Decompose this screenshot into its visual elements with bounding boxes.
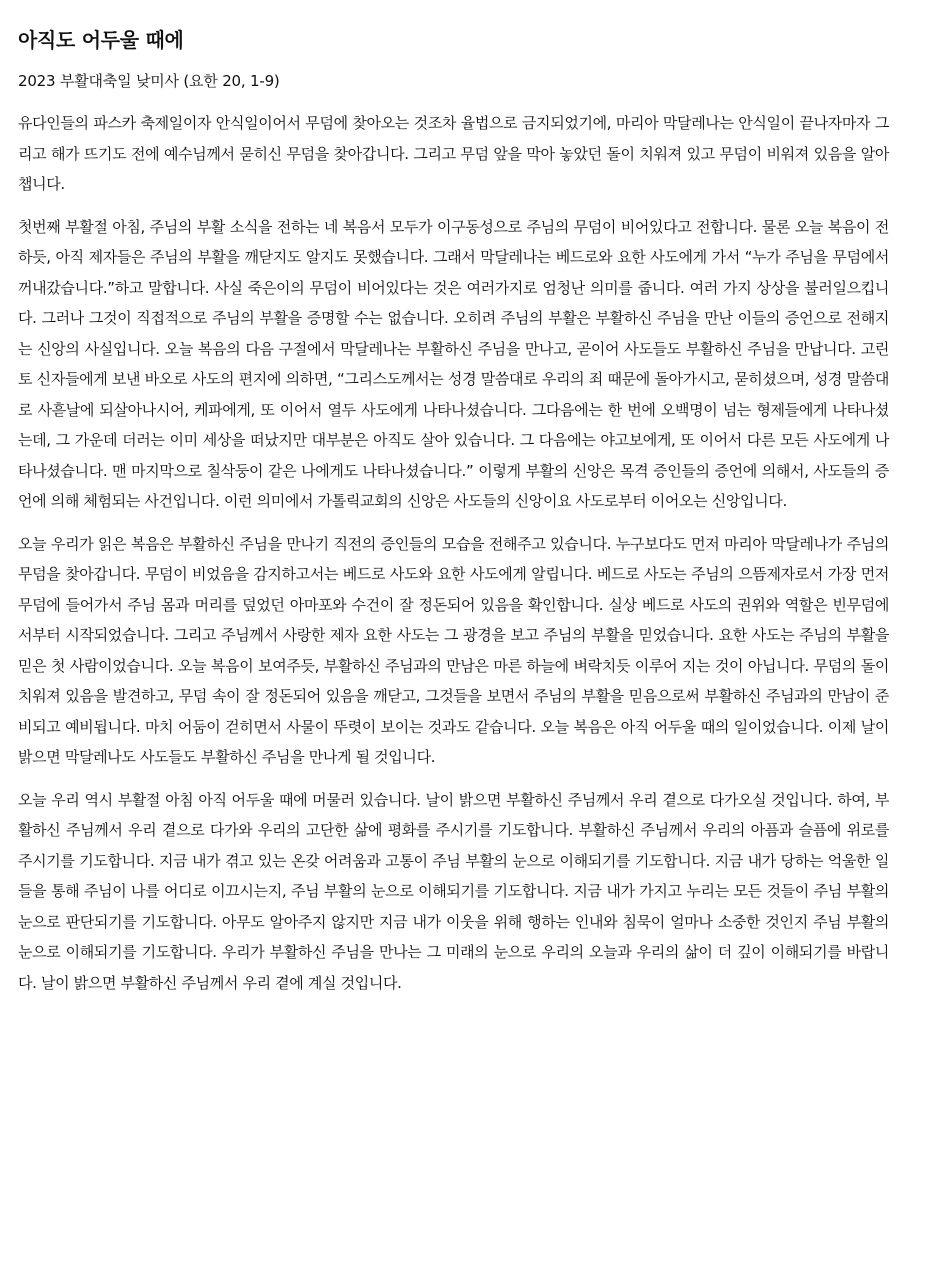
document-subtitle: 2023 부활대축일 낮미사 (요한 20, 1-9) bbox=[18, 72, 280, 90]
paragraph-2: 첫번째 부활절 아침, 주님의 부활 소식을 전하는 네 복음서 모두가 이구동성으로 주님의 무덤이 비어있다고 전합니다. 물론 오늘 복음이 전하듯, 아직 제자들은 주님의 부활을 깨닫지도 알지도 못했습니다. 그래서 막달레나는 베드로와 요한 사도에게 가서 “누가 주님을 무덤에서 꺼내갔습니다.”하고 말합니다. 사실 죽은이의 무덤이 비어있다는 것은 여러가지로 엄청난 의미를 줍니다. 여러 가지 상상을 불러일으킵니다. 그러나 그것이 직접적으로 주님의 부활을 증명할 수는 없습니다. 오히려 주님의 부활은 부활하신 주님을 만난 이들의 증언으로 전해지는 신앙의 사실입니다. 오늘 복음의 다음 구절에서 막달레나는 부활하신 주님을 만나고, 곧이어 사도들도 부활하신 주님을 만납니다. 고린토 신자들에게 보낸 바오로 사도의 편지에 의하면, “그리스도께서는 성경 말씀대로 우리의 죄 때문에 돌아가시고, 묻히셨으며, 성경 말씀대로 사흗날에 되살아나시어, 케파에게, 또 이어서 열두 사도에게 나타나셨습니다. 그다음에는 한 번에 오백명이 넘는 형제들에게 나타나셨는데, 그 가운데 더러는 이미 세상을 떠났지만 대부분은 아직도 살아 있습니다. 그 다음에는 야고보에게, 또 이어서 다른 모든 사도에게 나타나셨습니다. 맨 마지막으로 칠삭둥이 같은 나에게도 나타나셨습니다.” 이렇게 부활의 신앙은 목격 증인들의 증언에 의해서, 사도들의 증언에 의해 체험되는 사건입니다. 이런 의미에서 가톨릭교회의 신앙은 사도들의 신앙이요 사도로부터 이어오는 신앙입니다. bbox=[18, 217, 889, 510]
paragraph-4: 오늘 우리 역시 부활절 아침 아직 어두울 때에 머물러 있습니다. 날이 밝으면 부활하신 주님께서 우리 곁으로 다가오실 것입니다. 하여, 부활하신 주님께서 우리 곁으로 다가와 우리의 고단한 삶에 평화를 주시기를 기도합니다. 부활하신 주님께서 우리의 아픔과 슬픔에 위로를 주시기를 기도합니다. 지금 내가 겪고 있는 온갖 어려움과 고통이 주님 부활의 눈으로 이해되기를 기도합니다. 지금 내가 당하는 억울한 일들을 통해 주님이 나를 어디로 이끄시는지, 주님 부활의 눈으로 이해되기를 기도합니다. 지금 내가 가지고 누리는 모든 것들이 주님 부활의 눈으로 판단되기를 기도합니다. 아무도 알아주지 않지만 지금 내가 이웃을 위해 행하는 인내와 침묵이 얼마나 소중한 것인지 주님 부활의 눈으로 이해되기를 기도합니다. 우리가 부활하신 주님을 만나는 그 미래의 눈으로 우리의 오늘과 우리의 삶이 더 깊이 이해되기를 바랍니다. 날이 밝으면 부활하신 주님께서 우리 곁에 계실 것입니다. bbox=[18, 790, 889, 992]
paragraph-3: 오늘 우리가 읽은 복음은 부활하신 주님을 만나기 직전의 증인들의 모습을 전해주고 있습니다. 누구보다도 먼저 마리아 막달레나가 주님의 무덤을 찾아갑니다. 무덤이 비었음을 감지하고서는 베드로 사도와 요한 사도에게 알립니다. 베드로 사도는 주님의 으뜸제자로서 가장 먼저 무덤에 들어가서 주님 몸과 머리를 덮었던 아마포와 수건이 잘 정돈되어 있음을 확인합니다. 실상 베드로 사도의 권위와 역할은 빈무덤에서부터 시작되었습니다. 그리고 주님께서 사랑한 제자 요한 사도는 그 광경을 보고 주님의 부활을 믿었습니다. 요한 사도는 주님의 부활을 믿은 첫 사람이었습니다. 오늘 복음이 보여주듯, 부활하신 주님과의 만남은 마른 하늘에 벼락치듯 이루어 지는 것이 아닙니다. 무덤의 돌이 치워져 있음을 발견하고, 무덤 속이 잘 정돈되어 있음을 깨닫고, 그것들을 보면서 주님의 부활을 믿음으로써 부활하신 주님과의 만남이 준비되고 예비됩니다. 마치 어둠이 걷히면서 사물이 뚜렷이 보이는 것과도 같습니다. 오늘 복음은 아직 어두울 때의 일이었습니다. 이제 날이 밝으면 막달레나도 사도들도 부활하신 주님을 만나게 될 것입니다. bbox=[18, 534, 889, 766]
paragraph-1: 유다인들의 파스카 축제일이자 안식일이어서 무덤에 찾아오는 것조차 율법으로 금지되었기에, 마리아 막달레나는 안식일이 끝나자마자 그리고 해가 뜨기도 전에 예수님께서 묻히신 무덤을 찾아갑니다. 그리고 무덤 앞을 막아 놓았던 돌이 치워져 있고 무덤이 비워져 있음을 알아챕니다. bbox=[18, 114, 889, 193]
document-title: 아직도 어두울 때에 bbox=[18, 28, 184, 52]
